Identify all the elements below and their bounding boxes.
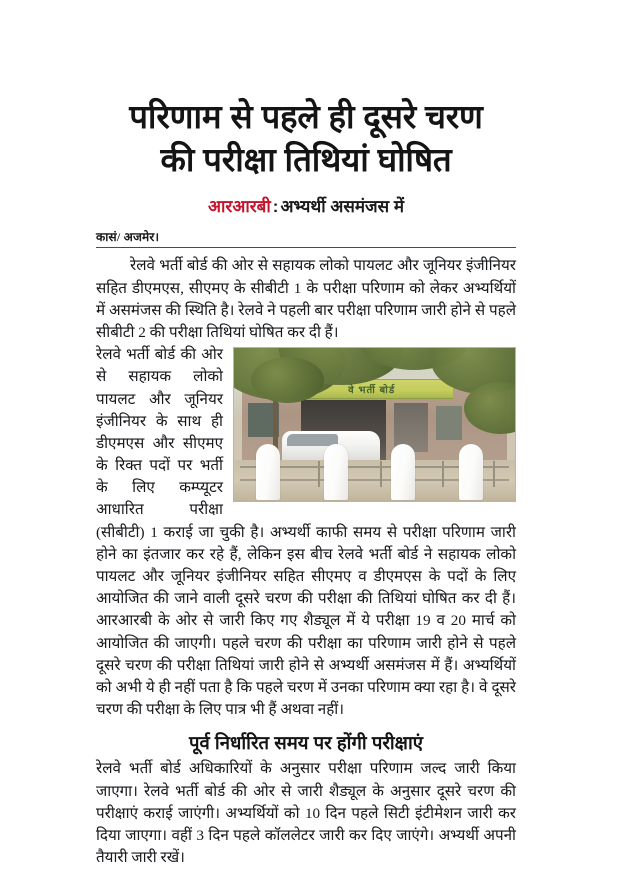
photo-bollard (459, 444, 483, 500)
kicker-label: आरआरबी (208, 196, 271, 216)
subtitle (96, 182, 516, 217)
byline-block (96, 217, 516, 248)
lead-paragraph-block (96, 248, 516, 344)
photo-railing-post (380, 461, 382, 487)
headline-line-2: की परीक्षा तिथियां घोषित (160, 140, 452, 178)
wrapped-body-paragraph: रेलवे भर्ती बोर्ड की ओर से सहायक लोको पायलट और जूनियर इंजीनियर के साथ ही डीएमएस और सीएमए के रिक्त पदों पर भर्ती के लिए कम्प्यूटर आधारित परीक्षा (सीबीटी) 1 कराई जा चुकी है। अभ्यर्थी काफी समय से परीक्षा परिणाम जारी होने का इंतजार कर रहे हैं, लेकिन इस बीच रेलवे भर्ती बोर्ड ने सहायक लोको पायलट और जूनियर इंजीनियर सहित सीएमए व डीएमएस के पदों के लिए आयोजित की जाने वाली दूसरे चरण की परीक्षा की तिथियां घोषित कर दी हैं। आरआरबी के ओर से जारी किए गए शैड्यूल में ये परीक्षा 19 व 20 मार्च को आयोजित की जाएगी। पहले चरण की परीक्षा का परिणाम जारी होने से पहले दूसरे चरण की परीक्षा तिथियां जारी होने से अभ्यर्थी असमंजस में हैं। अभ्यर्थियों को अभी ये ही नहीं पता है कि पहले चरण में उनका परिणाम क्या रहा है। वे दूसरे चरण की परीक्षा के लिए पात्र भी हैं अथवा नहीं। (96, 346, 516, 719)
article-photo-block (233, 347, 516, 502)
photo-signboard-text: वे भर्ती बोर्ड (348, 384, 396, 396)
section-subheading: पूर्व निर्धारित समय पर होंगी परीक्षाएं (189, 732, 423, 754)
photo-bollard (256, 444, 280, 500)
photo-railing-post (318, 461, 320, 487)
lead-paragraph: रेलवे भर्ती बोर्ड की ओर से सहायक लोको पायलट और जूनियर इंजीनियर सहित डीएमएस, सीएमए के सीबीटी 1 के परीक्षा परिणाम को लेकर अभ्यर्थियों में असमंजस की स्थिति है। रेलवे ने पहली बार परीक्षा परिणाम जारी होने से पहले सीबीटी 2 की परीक्षा तिथियां घोषित कर दी हैं। (96, 257, 516, 341)
photo-bollard (391, 444, 415, 500)
article (96, 0, 516, 869)
photo-bollard (324, 444, 348, 500)
closing-paragraph: रेलवे भर्ती बोर्ड अधिकारियों के अनुसार परीक्षा परिणाम जल्द जारी किया जाएगा। रेलवे भर्ती बोर्ड की ओर से जारी शैड्यूल के अनुसार दूसरे चरण की परीक्षाएं कराई जाएंगी। अभ्यर्थियों को 10 दिन पहले सिटी इंटीमेशन जारी कर दिया जाएगा। वहीं 3 दिन पहले कॉललेटर जारी कर दिए जाएंगे। अभ्यर्थी अपनी तैयारी जारी रखें। (96, 760, 516, 867)
article-photo (233, 347, 516, 502)
headline-line-1: परिणाम से पहले ही दूसरे चरण (129, 98, 483, 135)
closing-paragraph-block (96, 754, 516, 869)
subtitle-text: अभ्यर्थी असमंजस में (280, 196, 404, 216)
byline: कासं/ अजमेर। (96, 230, 160, 245)
page-title (96, 0, 516, 182)
photo-railing-post (442, 461, 444, 487)
kicker-separator: : (272, 196, 279, 216)
photo-tree-canopy (251, 357, 324, 403)
photo-and-wrap-block (96, 344, 516, 721)
photo-railing-post (493, 461, 495, 487)
photo-window-right (436, 406, 461, 440)
